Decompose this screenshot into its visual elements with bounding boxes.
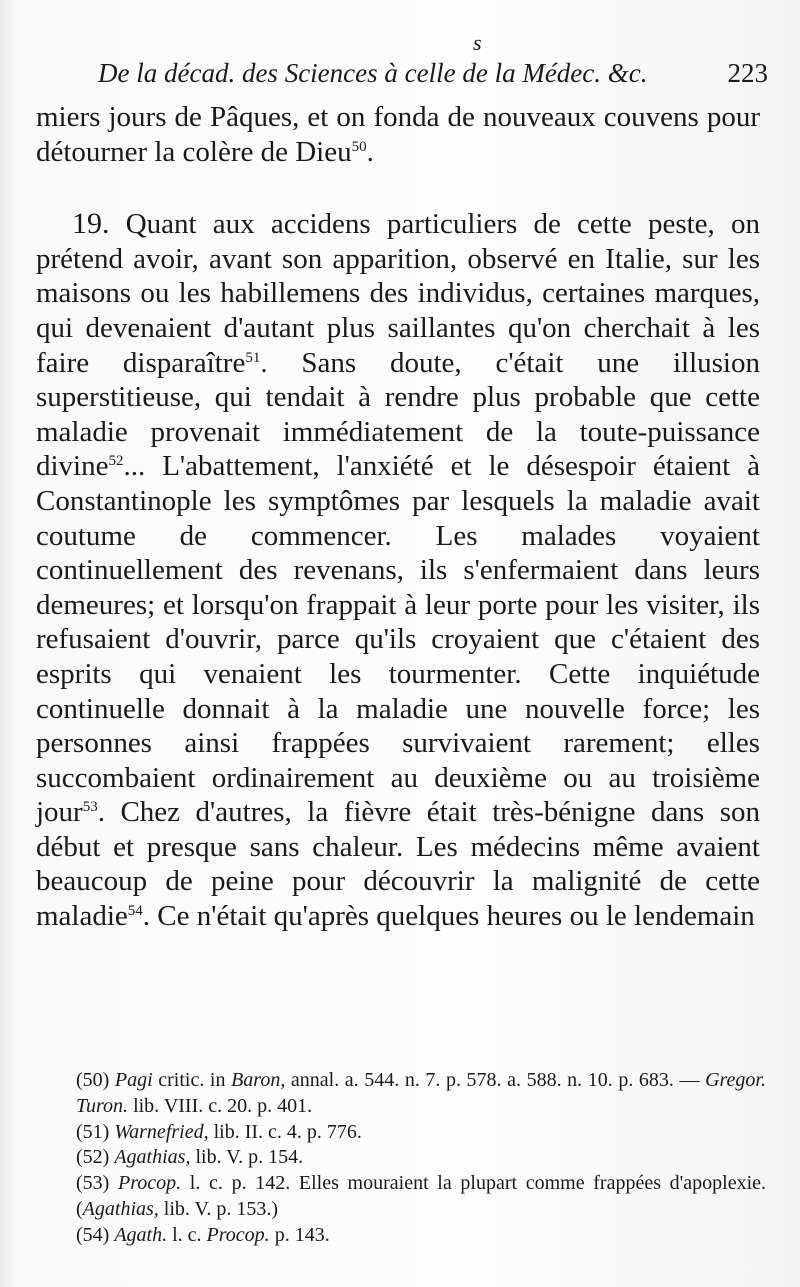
paragraph-text: .	[366, 135, 374, 168]
footnote-number: (53)	[76, 1172, 118, 1195]
paragraph-text: . Ce n'était qu'après quelques heures ou le lendemain	[142, 900, 755, 933]
footnote-text: l. c. p. 142. Elles mouraient la plupart comme frappées d'apoplexie. (	[76, 1172, 767, 1220]
footnote-author: Agathias,	[114, 1146, 191, 1169]
running-header	[98, 58, 768, 89]
footnote-number: (51)	[76, 1120, 115, 1143]
footnote-author: Agathias,	[82, 1197, 159, 1220]
paragraph-text: . Sans doute, c'était une illusion superstitieuse, qui tendait à rendre plus probable que cette maladie provenait immédiatement de la toute-puissance divine	[36, 346, 760, 483]
paragraph-text: Quant aux accidens particuliers de cette peste, on prétend avoir, avant son apparition, observé en Italie, sur les maisons ou les habillemens des individus, certaines marques, qui devenaient d'autant plus saillantes qu'on cherchait à les faire disparaître	[36, 208, 760, 379]
footnote-author: Pagi	[114, 1069, 153, 1091]
footnote-number: (52)	[76, 1146, 115, 1169]
footnote-ref: 54	[127, 903, 143, 920]
footnote-text: l. c.	[167, 1223, 207, 1246]
paragraph-number: 19.	[72, 207, 110, 241]
paragraph-continued	[36, 100, 760, 169]
footnote-number: (54)	[76, 1223, 115, 1246]
paragraph-text: . Chez d'autres, la fièvre était très-bénigne dans son début et presque sans chaleur. Les médecins même avaient beaucoup de peine pour découvrir la malignité de cette maladie	[36, 796, 760, 933]
footnote-ref: 51	[245, 349, 261, 366]
top-mark: s	[473, 30, 482, 55]
footnote-text: critic. in	[152, 1069, 232, 1091]
footnote-text: lib. II. c. 4. p. 776.	[208, 1120, 362, 1143]
running-head-title: De la décad. des Sciences à celle de la Médec. &c.	[98, 58, 648, 88]
footnote-author: Procop.	[206, 1223, 270, 1246]
footnote-number: (50)	[76, 1069, 115, 1091]
footnote-author: Gregor. Turon.	[76, 1069, 766, 1117]
footnote-ref: 50	[351, 138, 367, 155]
paragraph-text: miers jours de Pâques, et on fonda de nouveaux couvens pour détourner la colère de Dieu	[36, 101, 760, 168]
footnote-text: annal. a. 544. n. 7. p. 578. a. 588. n. 10. p. 683. —	[285, 1069, 706, 1091]
footnote-text: lib. VIII. c. 20. p. 401.	[128, 1094, 313, 1117]
footnote-author: Agath.	[114, 1223, 168, 1246]
footnote-text: lib. V. p. 154.	[190, 1146, 304, 1169]
footnote-ref: 53	[82, 799, 98, 816]
footnote-text: lib. V. p. 153.)	[158, 1197, 279, 1220]
footnotes	[46, 1068, 766, 1249]
footnote-51	[46, 1120, 766, 1146]
page-number: 223	[727, 58, 768, 88]
paragraph-19	[36, 207, 760, 933]
footnote-54	[46, 1223, 766, 1249]
footnote-52	[46, 1145, 766, 1171]
footnote-ref: 52	[108, 453, 124, 470]
footnote-53	[46, 1171, 766, 1223]
footnote-work: Baron,	[231, 1069, 286, 1091]
footnote-text: p. 143.	[269, 1223, 330, 1246]
main-text	[36, 100, 760, 934]
footnote-author: Procop.	[118, 1172, 182, 1195]
footnote-author: Warnefried,	[114, 1120, 209, 1143]
footnote-50	[46, 1068, 766, 1120]
paragraph-text: ... L'abattement, l'anxiété et le désespoir étaient à Constantinople les symptômes par lesquels la maladie avait coutume de commencer. Les malades voyaient continuellement des revenans, ils s'enfermaient dans leurs demeures; et lorsqu'on frappait à leur porte pour les visiter, ils refusaient d'ouvrir, parce qu'ils croyaient que c'étaient des esprits qui venaient les tourmenter. Cette inquiétude continuelle donnait à la maladie une nouvelle force; les personnes ainsi frappées survivaient rarement; elles succombaient ordinairement au deuxième ou au troisième jour	[36, 450, 760, 829]
